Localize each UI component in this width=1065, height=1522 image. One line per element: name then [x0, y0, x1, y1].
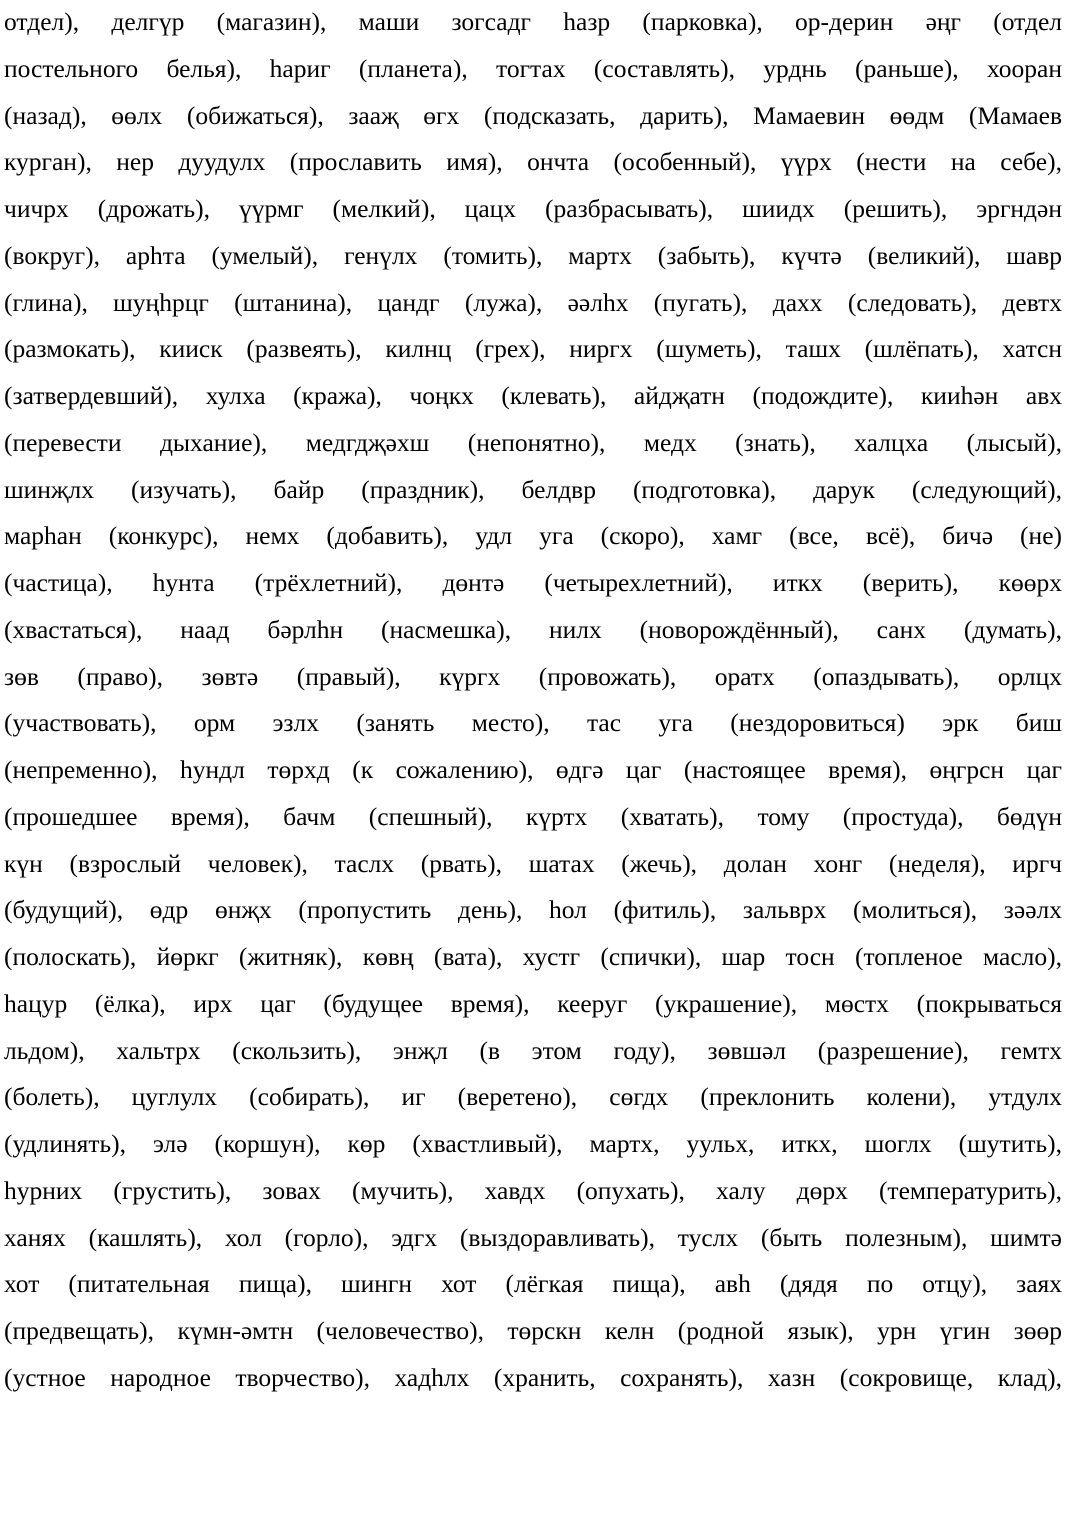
text-line: (глина), шуңһрцг (штанина), цандг (лужа), әәлһх (пугать), дахх (следовать), девтх — [4, 287, 1062, 317]
text-line: (будущий), өдр өнҗх (пропустить день), һол (фитиль), зальврх (молиться), зәәлх — [4, 895, 1062, 925]
text-line: (прошедшее время), бачм (спешный), күртх (хватать), тому (простуда), бөдүн — [4, 801, 1062, 831]
text-line: (хвастаться), наад бәрлһн (насмешка), нилх (новорождённый), санх (думать), — [4, 614, 1062, 644]
text-line: (затвердевший), хулха (кража), чоңкх (клевать), айдҗатн (подождите), кииһән авх — [4, 381, 1062, 410]
text-line: (непременно), һундл төрхд (к сожалению), өдгә цаг (настоящее время), өңгрсн цаг — [4, 755, 1062, 784]
text-line: чичрх (дрожать), үүрмг (мелкий), цацх (разбрасывать), шиидх (решить), эргндән — [4, 194, 1062, 223]
text-line: (частица), һунта (трёхлетний), дөнтә (четырехлетний), иткх (верить), көөрх — [4, 568, 1062, 597]
text-line: күн (взрослый человек), таслх (рвать), шатах (жечь), долан хонг (неделя), иргч — [4, 848, 1062, 878]
text-line: (болеть), цуглулх (собирать), иг (веретено), сөгдх (преклонить колени), утдулх — [4, 1082, 1062, 1112]
text-line: (удлинять), элә (коршун), көр (хвастливый), мартх, уульх, иткх, шоглх (шутить), — [4, 1129, 1062, 1158]
text-line: ханях (кашлять), хол (горло), эдгх (выздоравливать), туслх (быть полезным), шимтә — [4, 1222, 1062, 1252]
text-line: шинҗлх (изучать), байр (праздник), белдвр (подготовка), дарук (следующий), — [4, 474, 1062, 504]
text-line: отдел), делгүр (магазин), маши зогсадг һазр (парковка), ор-дерин әңг (отдел — [4, 7, 1062, 36]
text-line: (вокруг), арһта (умелый), генүлх (томить), мартх (забыть), күчтә (великий), шавр — [4, 240, 1062, 270]
text-line: (размокать), кииск (развеять), килнц (грех), ниргх (шуметь), ташх (шлёпать), хатсн — [4, 334, 1062, 364]
text-line: һурних (грустить), зовах (мучить), хавдх (опухать), халу дөрх (температурить), — [4, 1175, 1062, 1205]
text-line: курган), нер дуудулх (прославить имя), ончта (особенный), үүрх (нести на себе), — [4, 147, 1062, 177]
text-line: льдом), хальтрх (скользить), энҗл (в этом году), зөвшәл (разрешение), гемтх — [4, 1035, 1062, 1065]
text-line: (участвовать), орм эзлх (занять место), тас уга (нездоровиться) эрк биш — [4, 708, 1062, 738]
text-line: (устное народное творчество), хадһлх (хранить, сохранять), хазн (сокровище, клад), — [4, 1362, 1062, 1392]
text-line: (предвещать), күмн-әмтн (человечество), төрскн келн (родной язык), урн үгин зөөр — [4, 1316, 1062, 1345]
text-line: (полоскать), йөркг (житняк), көвң (вата), хустг (спички), шар тосн (топленое масло), — [4, 942, 1062, 971]
text-line: (перевести дыхание), медгдҗәхш (непонятно), медх (знать), халцха (лысый), — [4, 427, 1062, 457]
text-line: хот (питательная пища), шингн хот (лёгкая пища), авһ (дядя по отцу), заях — [4, 1269, 1062, 1299]
text-line: марһан (конкурс), немх (добавить), удл уга (скоро), хамг (все, всё), бичә (не) — [4, 521, 1062, 551]
text-line: һацур (ёлка), ирх цаг (будущее время), кееруг (украшение), мөстх (покрываться — [4, 988, 1062, 1018]
text-line: постельного белья), һариг (планета), тогтах (составлять), урднь (раньше), хооран — [4, 53, 1062, 83]
text-line: зөв (право), зөвтә (правый), күргх (провожать), оратх (опаздывать), орлцх — [4, 661, 1062, 691]
text-line: (назад), өөлх (обижаться), зааҗ өгх (подсказать, дарить), Мамаевин өөдм (Мамаев — [4, 100, 1062, 130]
